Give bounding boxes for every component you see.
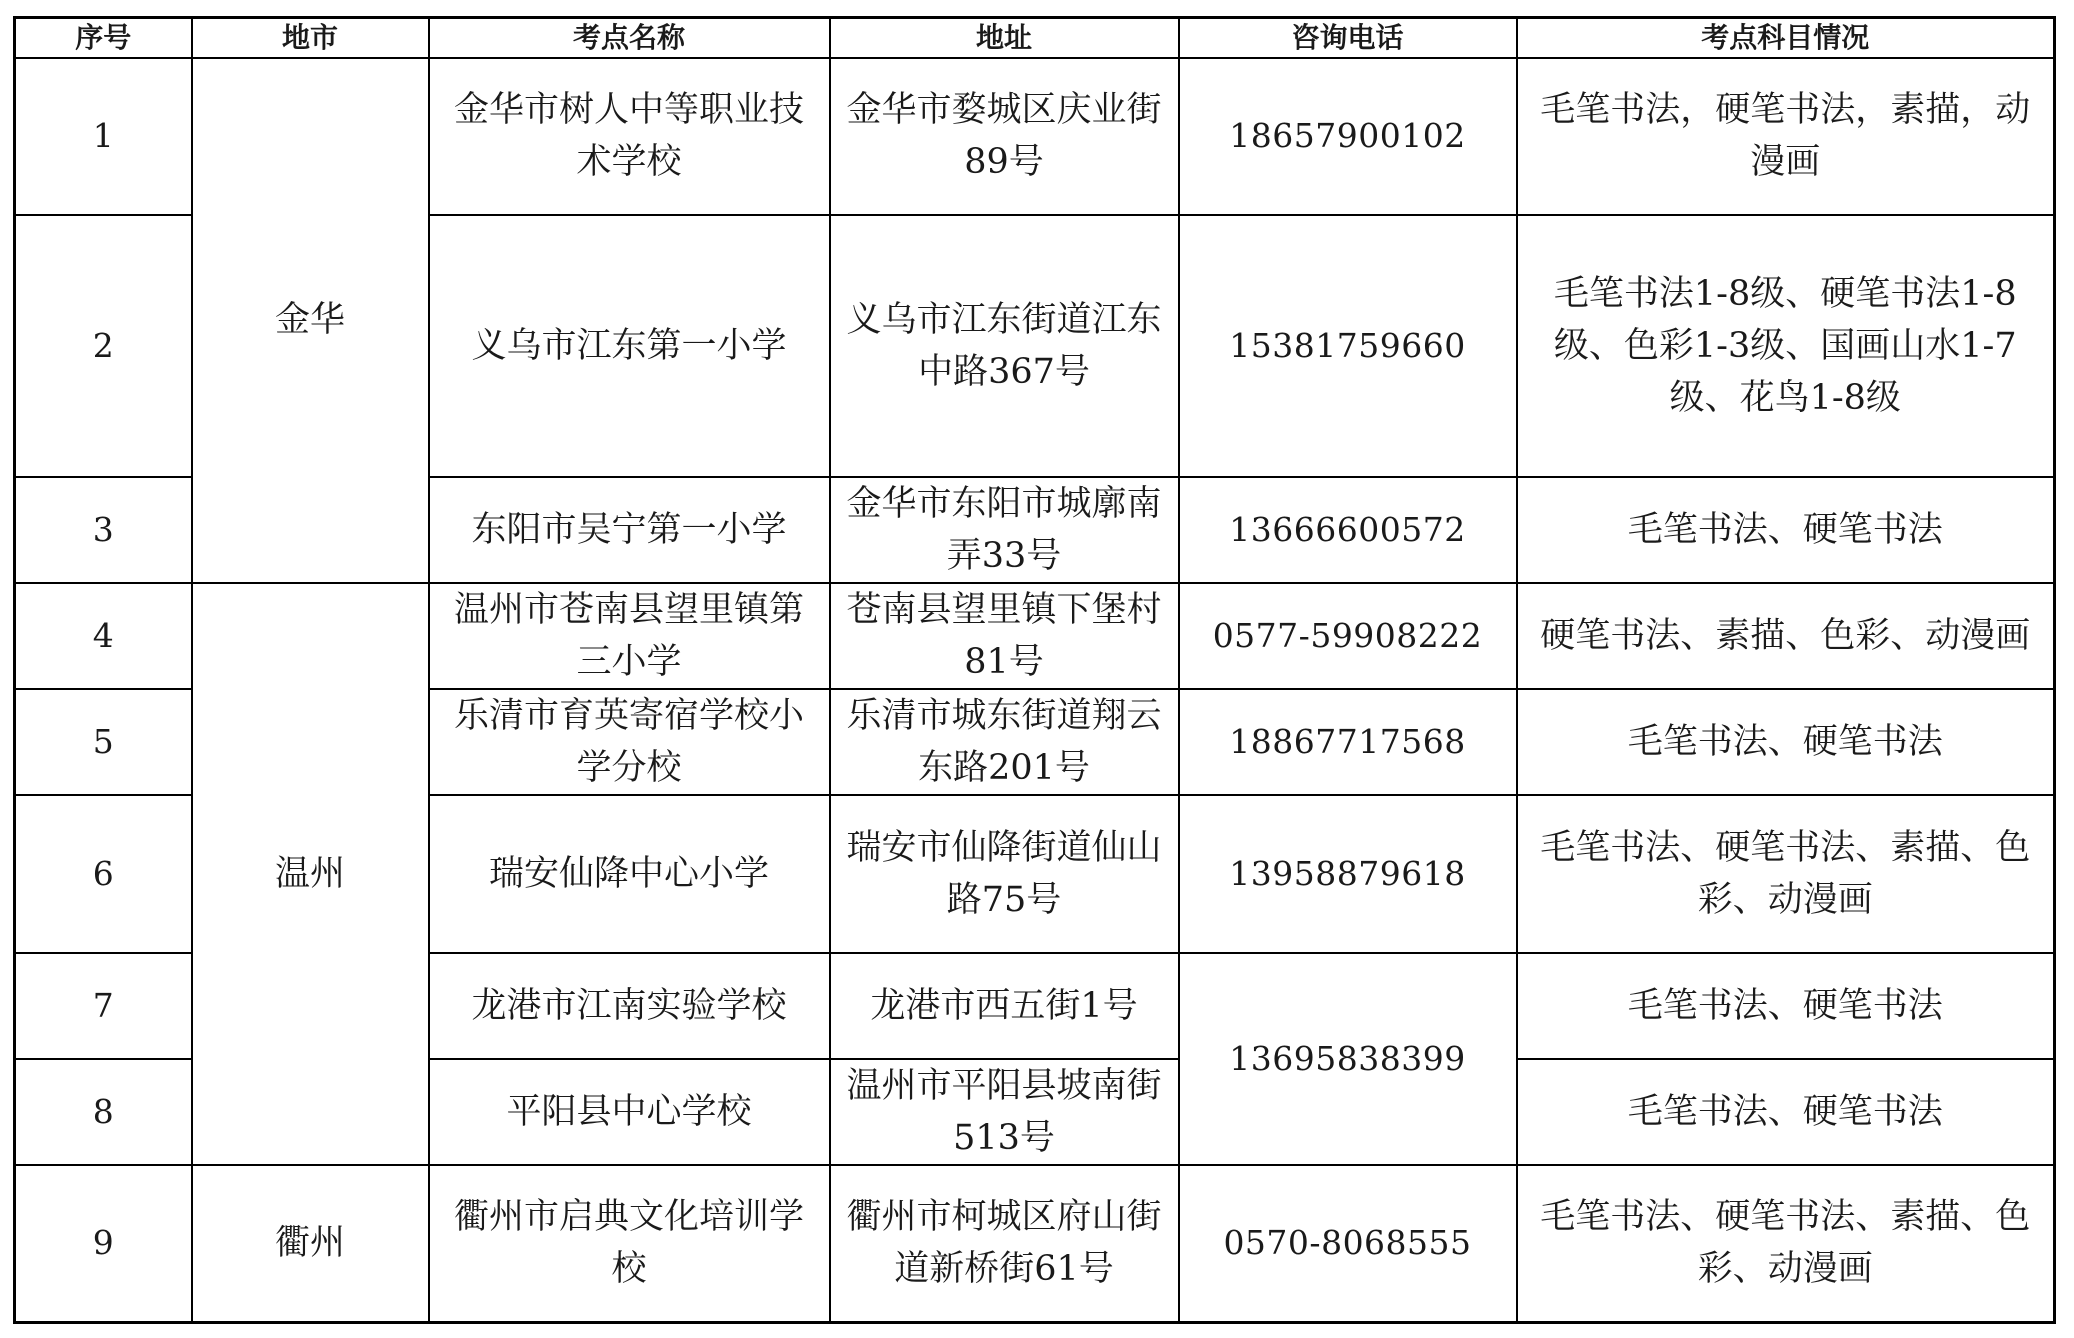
city-cell-jinhua: 金华	[192, 58, 429, 583]
subjects-cell: 毛笔书法、硬笔书法	[1517, 1059, 2055, 1165]
subjects-cell: 毛笔书法、硬笔书法、素描、色彩、动漫画	[1517, 1165, 2055, 1323]
site-name-cell: 瑞安仙降中心小学	[429, 795, 830, 953]
header-site-name: 考点名称	[429, 18, 830, 58]
phone-cell: 0577-59908222	[1179, 583, 1517, 689]
table-row	[15, 583, 2055, 689]
header-subjects: 考点科目情况	[1517, 18, 2055, 58]
row-index: 9	[15, 1165, 192, 1323]
address-cell: 金华市东阳市城廓南弄33号	[830, 477, 1179, 583]
phone-cell: 13666600572	[1179, 477, 1517, 583]
site-name-cell: 平阳县中心学校	[429, 1059, 830, 1165]
row-index: 5	[15, 689, 192, 795]
header-row	[15, 18, 2055, 58]
phone-cell: 18657900102	[1179, 58, 1517, 215]
subjects-cell: 毛笔书法、硬笔书法	[1517, 953, 2055, 1059]
row-index: 8	[15, 1059, 192, 1165]
site-name-cell: 乐清市育英寄宿学校小学分校	[429, 689, 830, 795]
address-cell: 衢州市柯城区府山街道新桥街61号	[830, 1165, 1179, 1323]
address-cell: 瑞安市仙降街道仙山路75号	[830, 795, 1179, 953]
row-index: 3	[15, 477, 192, 583]
address-cell: 龙港市西五街1号	[830, 953, 1179, 1059]
phone-cell: 13958879618	[1179, 795, 1517, 953]
site-name-cell: 金华市树人中等职业技术学校	[429, 58, 830, 215]
table-row	[15, 58, 2055, 215]
site-name-cell: 衢州市启典文化培训学校	[429, 1165, 830, 1323]
site-name-cell: 义乌市江东第一小学	[429, 215, 830, 477]
address-cell: 苍南县望里镇下堡村81号	[830, 583, 1179, 689]
address-cell: 温州市平阳县坡南街513号	[830, 1059, 1179, 1165]
city-cell-quzhou: 衢州	[192, 1165, 429, 1323]
row-index: 7	[15, 953, 192, 1059]
row-index: 6	[15, 795, 192, 953]
subjects-cell: 毛笔书法1-8级、硬笔书法1-8级、色彩1-3级、国画山水1-7级、花鸟1-8级	[1517, 215, 2055, 477]
subjects-cell: 毛笔书法、硬笔书法、素描、色彩、动漫画	[1517, 795, 2055, 953]
table-row	[15, 1165, 2055, 1323]
header-index: 序号	[15, 18, 192, 58]
phone-cell: 0570-8068555	[1179, 1165, 1517, 1323]
row-index: 2	[15, 215, 192, 477]
row-index: 1	[15, 58, 192, 215]
phone-cell-merged: 13695838399	[1179, 953, 1517, 1165]
city-cell-wenzhou: 温州	[192, 583, 429, 1165]
row-index: 4	[15, 583, 192, 689]
subjects-cell: 毛笔书法，硬笔书法，素描，动漫画	[1517, 58, 2055, 215]
exam-site-table	[13, 16, 2056, 1324]
header-phone: 咨询电话	[1179, 18, 1517, 58]
phone-cell: 15381759660	[1179, 215, 1517, 477]
header-address: 地址	[830, 18, 1179, 58]
subjects-cell: 毛笔书法、硬笔书法	[1517, 689, 2055, 795]
site-name-cell: 龙港市江南实验学校	[429, 953, 830, 1059]
phone-cell: 18867717568	[1179, 689, 1517, 795]
header-city: 地市	[192, 18, 429, 58]
site-name-cell: 温州市苍南县望里镇第三小学	[429, 583, 830, 689]
address-cell: 义乌市江东街道江东中路367号	[830, 215, 1179, 477]
site-name-cell: 东阳市吴宁第一小学	[429, 477, 830, 583]
address-cell: 金华市婺城区庆业街89号	[830, 58, 1179, 215]
subjects-cell: 毛笔书法、硬笔书法	[1517, 477, 2055, 583]
address-cell: 乐清市城东街道翔云东路201号	[830, 689, 1179, 795]
subjects-cell: 硬笔书法、素描、色彩、动漫画	[1517, 583, 2055, 689]
